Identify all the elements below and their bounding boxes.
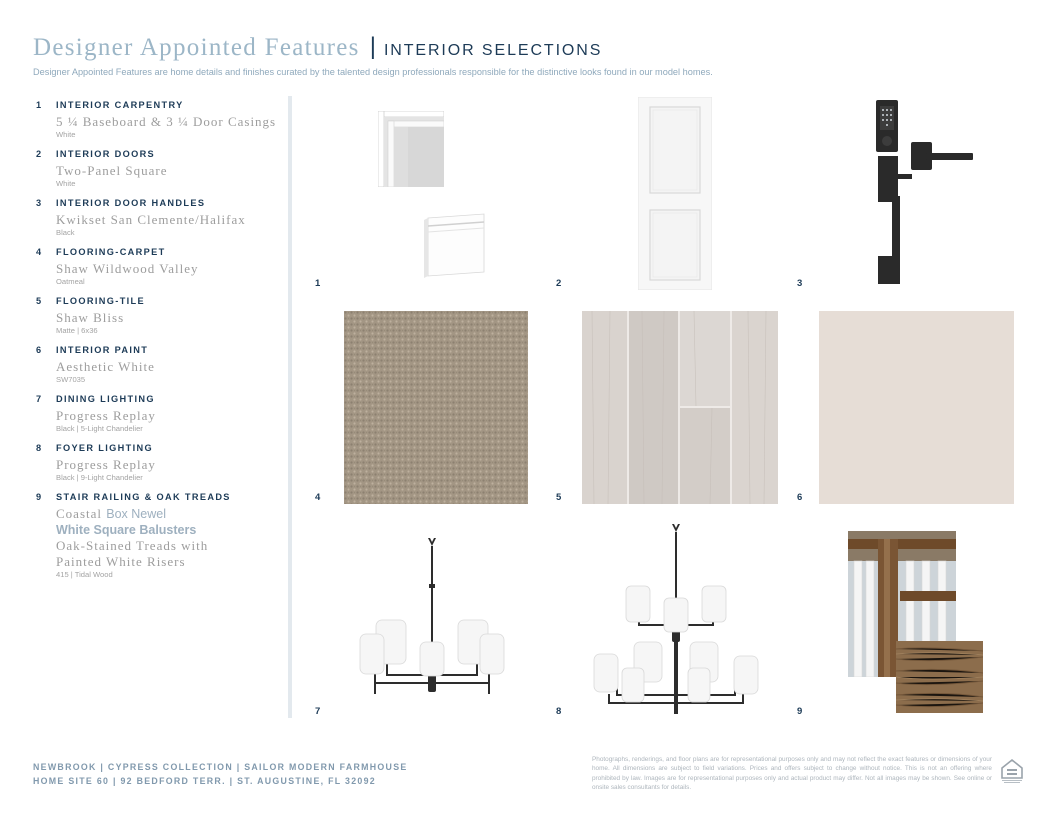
item-number: 4 xyxy=(36,247,43,257)
oak-tread-swatch xyxy=(896,641,983,713)
grid-label-2: 2 xyxy=(556,278,562,289)
item-name: Progress Replay xyxy=(56,457,156,472)
grid-label-6: 6 xyxy=(797,492,803,503)
item-title: INTERIOR CARPENTRY xyxy=(56,100,184,110)
footer-homesite: HOME SITE 60 | 92 BEDFORD TERR. | ST. AUGUSTINE, FL 32092 xyxy=(33,776,376,786)
item-title: INTERIOR DOOR HANDLES xyxy=(56,198,206,208)
selections-list xyxy=(36,100,286,589)
selection-item-5 xyxy=(36,296,286,336)
item-name-treads: Oak-Stained Treads with xyxy=(56,538,209,553)
grid-label-1: 1 xyxy=(315,278,321,289)
item-detail: White xyxy=(56,130,76,139)
vertical-divider xyxy=(288,96,292,718)
door-handleset-image xyxy=(872,100,976,286)
footer-community: NEWBROOK | CYPRESS COLLECTION | SAILOR MODERN FARMHOUSE xyxy=(33,762,408,772)
item-detail: 415 | Tidal Wood xyxy=(56,570,113,579)
title-separator: | xyxy=(369,33,376,60)
selection-item-7 xyxy=(36,394,286,434)
item-detail: Black | 9-Light Chandelier xyxy=(56,473,143,482)
selection-item-6 xyxy=(36,345,286,385)
grid-label-9: 9 xyxy=(797,706,803,717)
two-panel-door-image xyxy=(638,97,712,290)
footer-disclaimer: Photographs, renderings, and floor plans are for representational purposes only and may not reflect the exact features or dimensions of your home. All dimensions are subject to field variations. Prices and offers subject to change without notice. This is not an offering where prohibited by law. Images are for representational purposes only and actual product may differ. Not all images may be shown. See online or onsite sales consultants for details. xyxy=(592,756,992,792)
item-detail: SW7035 xyxy=(56,375,86,384)
door-casing-image xyxy=(378,111,444,187)
equal-housing-opportunity-icon xyxy=(1000,758,1024,784)
item-number: 1 xyxy=(36,100,43,110)
item-title: INTERIOR PAINT xyxy=(56,345,149,355)
item-title: FOYER LIGHTING xyxy=(56,443,153,453)
selection-item-9 xyxy=(36,492,286,580)
selection-item-8 xyxy=(36,443,286,483)
item-detail: Matte | 6x36 xyxy=(56,326,98,335)
page-header xyxy=(33,34,1033,77)
wood-tile-swatch xyxy=(582,311,778,504)
item-name: Two-Panel Square xyxy=(56,163,168,178)
paint-swatch xyxy=(819,311,1014,504)
item-detail: Black | 5-Light Chandelier xyxy=(56,424,143,433)
selection-item-2 xyxy=(36,149,286,189)
selection-item-4 xyxy=(36,247,286,287)
item-detail: White xyxy=(56,179,76,188)
page-title: Designer Appointed Features xyxy=(33,34,360,61)
item-name: 5 ¼ Baseboard & 3 ¼ Door Casings xyxy=(56,114,277,129)
footer-address xyxy=(33,760,408,788)
item-name-newel: Box Newel xyxy=(106,507,166,521)
item-name: Shaw Wildwood Valley xyxy=(56,261,199,276)
item-title: INTERIOR DOORS xyxy=(56,149,156,159)
dining-chandelier-image xyxy=(356,536,508,696)
item-number: 9 xyxy=(36,492,43,502)
item-name: Aesthetic White xyxy=(56,359,155,374)
grid-label-7: 7 xyxy=(315,706,321,717)
item-title: FLOORING-CARPET xyxy=(56,247,166,257)
item-number: 8 xyxy=(36,443,43,453)
baseboard-image xyxy=(422,210,488,280)
foyer-chandelier-image xyxy=(590,522,760,716)
page-description: Designer Appointed Features are home details and finishes curated by the talented design professionals responsible for the distinctive looks found in our model homes. xyxy=(33,67,713,77)
grid-label-3: 3 xyxy=(797,278,803,289)
item-name-balusters: White Square Balusters xyxy=(56,523,197,537)
grid-label-4: 4 xyxy=(315,492,321,503)
item-title: STAIR RAILING & OAK TREADS xyxy=(56,492,231,502)
selection-item-3 xyxy=(36,198,286,238)
page-subtitle: INTERIOR SELECTIONS xyxy=(383,42,603,59)
grid-label-5: 5 xyxy=(556,492,562,503)
item-number: 6 xyxy=(36,345,43,355)
item-detail: Black xyxy=(56,228,75,237)
title-line xyxy=(33,34,1033,62)
item-title: FLOORING-TILE xyxy=(56,296,145,306)
item-detail: Oatmeal xyxy=(56,277,85,286)
grid-label-8: 8 xyxy=(556,706,562,717)
item-name-prefix: Coastal xyxy=(56,506,107,521)
item-name: Kwikset San Clemente/Halifax xyxy=(56,212,246,227)
item-number: 2 xyxy=(36,149,43,159)
item-name: Shaw Bliss xyxy=(56,310,125,325)
item-name xyxy=(56,506,286,522)
selection-item-1 xyxy=(36,100,286,140)
carpet-swatch xyxy=(344,311,528,504)
item-name: Progress Replay xyxy=(56,408,156,423)
item-number: 5 xyxy=(36,296,43,306)
item-title: DINING LIGHTING xyxy=(56,394,155,404)
item-name-risers: Painted White Risers xyxy=(56,554,186,569)
item-number: 3 xyxy=(36,198,43,208)
item-number: 7 xyxy=(36,394,43,404)
